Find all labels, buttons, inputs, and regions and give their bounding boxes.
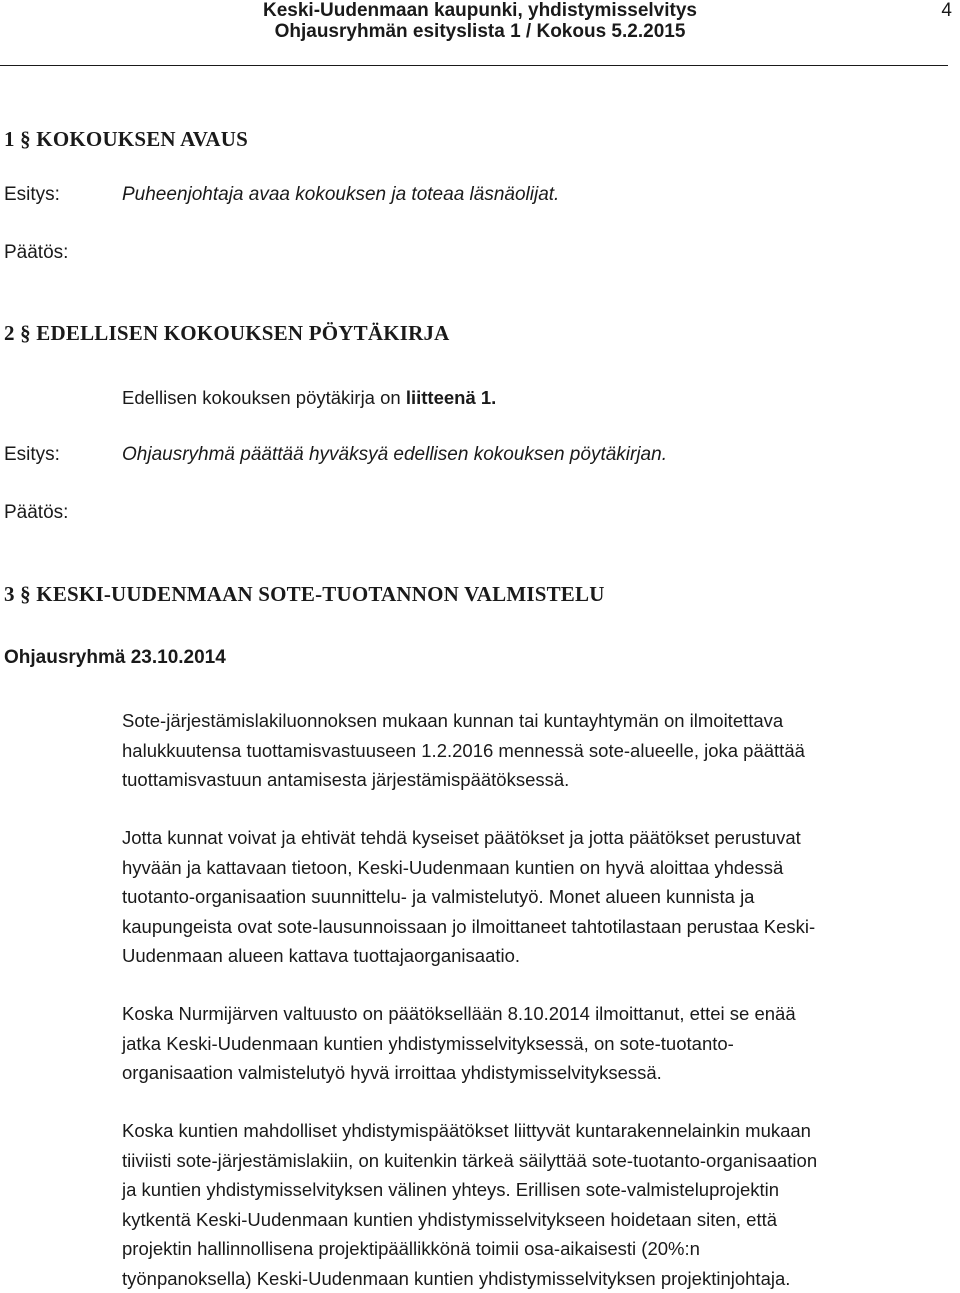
document-title: Keski-Uudenmaan kaupunki, yhdistymisselvitys	[0, 0, 960, 22]
paragraph-line: hyvään ja kattavaan tietoon, Keski-Uudenmaan kuntien on hyvä aloittaa yhdessä	[122, 853, 952, 883]
esitys-text-2: Ohjausryhmä päättää hyväksyä edellisen kokouksen pöytäkirjan.	[122, 443, 667, 467]
paragraph-line: kytkentä Keski-Uudenmaan kuntien yhdistymisselvitykseen hoidetaan siten, että	[122, 1205, 952, 1235]
paragraph-line: jatka Keski-Uudenmaan kuntien yhdistymisselvityksessä, on sote-tuotanto-	[122, 1029, 952, 1059]
paragraph-line: tuottamisvastuun antamisesta järjestämispäätöksessä.	[122, 765, 952, 795]
esitys-label-1: Esitys:	[4, 183, 60, 207]
paragraph-3	[122, 999, 952, 1088]
paragraph-1	[122, 706, 952, 795]
paatos-label-1: Päätös:	[4, 241, 68, 265]
esitys-text-1: Puheenjohtaja avaa kokouksen ja toteaa läsnäolijat.	[122, 183, 559, 207]
paragraph-line: Uudenmaan alueen kattava tuottajaorganisaatio.	[122, 941, 952, 971]
paragraph-line: työnpanoksella) Keski-Uudenmaan kuntien yhdistymisselvityksen projektinjohtaja.	[122, 1264, 952, 1293]
paragraph-line: Sote-järjestämislakiluonnoksen mukaan kunnan tai kuntayhtymän on ilmoitettava	[122, 706, 952, 736]
attachment-note-text: Edellisen kokouksen pöytäkirja on	[122, 387, 406, 408]
page-header	[0, 0, 960, 66]
paragraph-2	[122, 823, 952, 971]
paragraph-line: projektin hallinnollisena projektipäällikkönä toimii osa-aikaisesti (20%:n	[122, 1234, 952, 1264]
esitys-label-2: Esitys:	[4, 443, 60, 467]
section-heading-1: 1 § KOKOUKSEN AVAUS	[4, 126, 248, 152]
header-divider	[0, 65, 948, 66]
paragraph-line: Jotta kunnat voivat ja ehtivät tehdä kyseiset päätökset ja jotta päätökset perustuvat	[122, 823, 952, 853]
section-heading-2: 2 § EDELLISEN KOKOUKSEN PÖYTÄKIRJA	[4, 320, 450, 346]
paragraph-4	[122, 1116, 952, 1293]
document-subtitle: Ohjausryhmän esityslista 1 / Kokous 5.2.2015	[0, 21, 960, 43]
attachment-note	[122, 383, 496, 413]
paragraph-line: tuotanto-organisaation suunnittelu- ja valmistelutyö. Monet alueen kunnista ja	[122, 882, 952, 912]
paatos-label-2: Päätös:	[4, 501, 68, 525]
paragraph-line: halukkuutensa tuottamisvastuuseen 1.2.2016 mennessä sote-alueelle, joka päättää	[122, 736, 952, 766]
meeting-subheading: Ohjausryhmä 23.10.2014	[4, 646, 226, 670]
paragraph-line: organisaation valmistelutyö hyvä irroittaa yhdistymisselvityksessä.	[122, 1058, 952, 1088]
paragraph-line: kaupungeista ovat sote-lausunnoissaan jo ilmoittaneet tahtotilastaan perustaa Keski-	[122, 912, 952, 942]
paragraph-line: Koska Nurmijärven valtuusto on päätöksellään 8.10.2014 ilmoittanut, ettei se enää	[122, 999, 952, 1029]
attachment-reference: liitteenä 1.	[406, 387, 496, 408]
section-heading-3: 3 § KESKI-UUDENMAAN SOTE-TUOTANNON VALMISTELU	[4, 581, 605, 607]
paragraph-line: ja kuntien yhdistymisselvityksen välinen yhteys. Erillisen sote-valmisteluprojektin	[122, 1175, 952, 1205]
paragraph-line: Koska kuntien mahdolliset yhdistymispäätökset liittyvät kuntarakennelainkin mukaan	[122, 1116, 952, 1146]
page-number: 4	[941, 0, 952, 22]
paragraph-line: tiiviisti sote-järjestämislakiin, on kuitenkin tärkeä säilyttää sote-tuotanto-organisaation	[122, 1146, 952, 1176]
